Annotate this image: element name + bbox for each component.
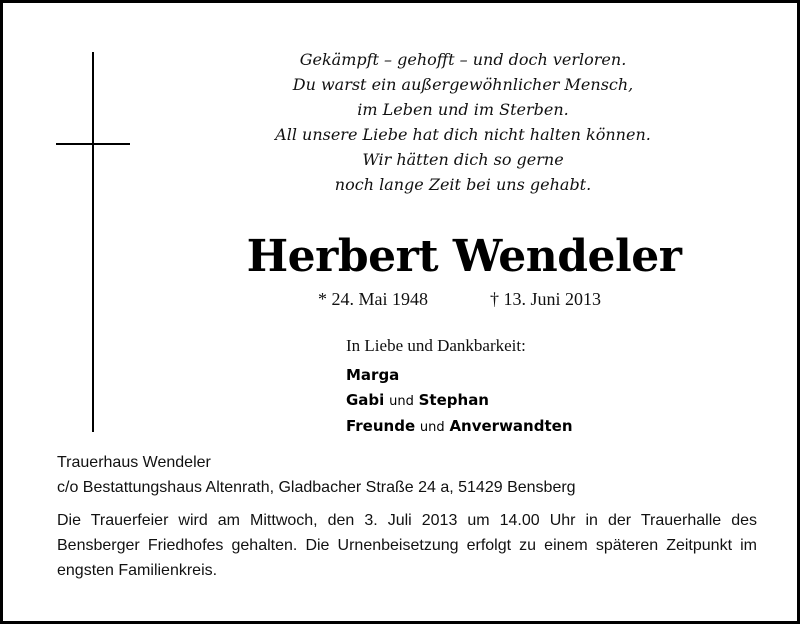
poem-line: Wir hätten dich so gerne (362, 150, 564, 169)
service-announcement: Die Trauerfeier wird am Mittwoch, den 3. Juli 2013 um 14.00 Uhr in der Trauerhalle des Bensberger Friedhofes gehalten. Die Urnenbeisetzung erfolgt zu einem späteren Zeitpunkt im engsten Familienkreis. (57, 512, 757, 579)
mourner-name: Stephan (418, 391, 489, 409)
poem-line: All unsere Liebe hat dich nicht halten können. (275, 125, 651, 144)
deceased-name: Herbert Wendeler (246, 231, 682, 282)
conjunction: und (389, 394, 414, 409)
mourner-line (346, 363, 573, 388)
conjunction: und (419, 420, 445, 435)
poem-line: Du warst ein außergewöhnlicher Mensch, (292, 75, 634, 94)
birth-date: * 24. Mai 1948 (318, 289, 428, 309)
poem-line: Gekämpft – gehofft – und doch verloren. (299, 50, 627, 69)
mourners-label: In Liebe und Dankbarkeit: (346, 336, 526, 355)
mourners-list (346, 363, 573, 440)
mourner-name: Freunde (346, 417, 416, 435)
death-date: † 13. Juni 2013 (490, 289, 602, 309)
mourner-name: Marga (346, 366, 400, 384)
poem-line: im Leben und im Sterben. (357, 100, 569, 119)
mourning-house: Trauerhaus Wendeler (57, 454, 211, 471)
cross-icon (92, 52, 94, 432)
mourner-line (346, 414, 573, 440)
memorial-poem (253, 47, 673, 197)
mourner-name: Gabi (346, 391, 385, 409)
footer-info (57, 450, 757, 583)
mourner-line (346, 388, 573, 414)
cross-icon-bar (56, 143, 130, 145)
funeral-home-address: c/o Bestattungshaus Altenrath, Gladbacher Straße 24 a, 51429 Bensberg (57, 479, 576, 496)
poem-line: noch lange Zeit bei uns gehabt. (334, 175, 592, 194)
mourner-name: Anverwandten (449, 417, 573, 435)
